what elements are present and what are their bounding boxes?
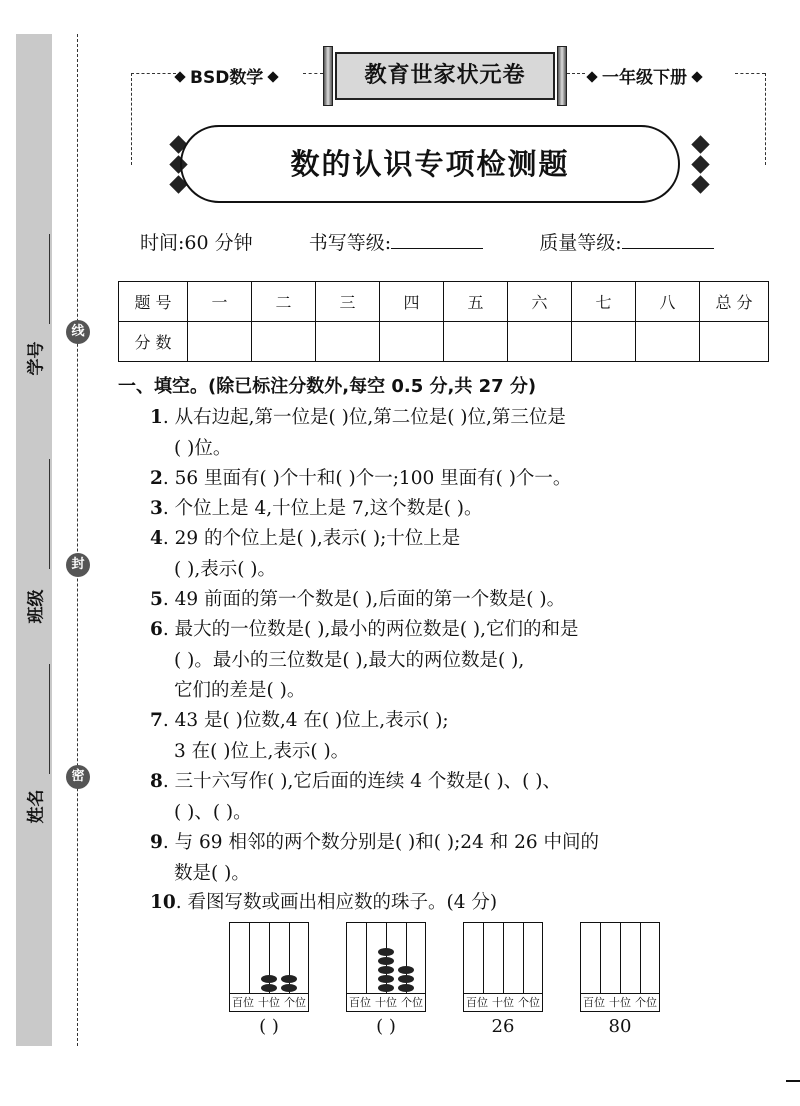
abacus-bead	[378, 948, 394, 956]
diamond-icon	[268, 71, 279, 82]
question-5	[150, 585, 775, 616]
question-text: . 与 69 相邻的两个数分别是( )和( );24 和 26 中间的	[162, 832, 600, 853]
section-title: 一、填空。(除已标注分数外,每空 0.5 分,共 27 分)	[118, 376, 537, 397]
question-text: . 49 前面的第一个数是( ),后面的第一个数是( )。	[162, 589, 566, 610]
score-cell[interactable]	[444, 322, 508, 362]
question-text: . 最大的一位数是( ),最小的两位数是( ),它们的和是	[162, 619, 579, 640]
question-1	[150, 403, 775, 464]
question-number: 9	[150, 832, 163, 853]
abacus-place-labels	[347, 993, 425, 1012]
scroll-rod-right	[557, 46, 567, 106]
subject-tag	[170, 63, 283, 88]
score-cell[interactable]	[572, 322, 636, 362]
place-label-ones: 个位	[635, 996, 657, 1009]
place-label-hundreds: 百位	[583, 996, 605, 1009]
question-number: 5	[150, 589, 163, 610]
question-text: . 看图写数或画出相应数的珠子。(4 分)	[175, 892, 498, 913]
abacus-place-labels	[464, 993, 542, 1012]
place-label-ones: 个位	[401, 996, 423, 1009]
question-text: . 个位上是 4,十位上是 7,这个数是( )。	[162, 498, 483, 519]
table-cell: 总 分	[700, 282, 769, 322]
table-header-row	[119, 282, 769, 322]
header-dash-right	[735, 73, 765, 74]
question-number: 4	[150, 528, 163, 549]
table-cell: 分 数	[119, 322, 188, 362]
grade-tag	[582, 63, 707, 88]
place-label-tens: 十位	[375, 996, 397, 1009]
place-label-tens: 十位	[258, 996, 280, 1009]
abacus-place-labels	[230, 993, 308, 1012]
table-cell: 七	[572, 282, 636, 322]
series-name: 教育世家状元卷	[335, 52, 555, 100]
abacus-2	[346, 922, 426, 1037]
writing-grade-label: 书写等级:	[308, 232, 392, 254]
score-cell[interactable]	[188, 322, 252, 362]
grade-tag-text: 一年级下册	[602, 68, 687, 88]
table-cell: 五	[444, 282, 508, 322]
abacus-bead	[378, 966, 394, 974]
table-cell: 题 号	[119, 282, 188, 322]
header-dash-right-vertical	[765, 73, 766, 165]
place-label-ones: 个位	[284, 996, 306, 1009]
abacus-frame[interactable]	[463, 922, 543, 1012]
header-dash-left-2	[303, 73, 323, 74]
question-number: 1	[150, 407, 163, 428]
abacus-frame[interactable]	[580, 922, 660, 1012]
abacus-place-labels	[581, 993, 659, 1012]
score-cell[interactable]	[380, 322, 444, 362]
abacus-4	[580, 922, 660, 1037]
header-dash-left-vertical	[131, 73, 132, 165]
class-line	[49, 459, 50, 569]
scroll-rod-left	[323, 46, 333, 106]
table-cell: 六	[508, 282, 572, 322]
diamond-icon	[691, 71, 702, 82]
abacus-rod-hundreds	[600, 923, 601, 993]
abacus-bead	[378, 975, 394, 983]
page-title: 数的认识专项检测题	[180, 125, 680, 203]
question-10	[150, 888, 775, 919]
name-line	[49, 664, 50, 774]
question-text: 数是( )。	[174, 862, 250, 884]
abacus-frame	[346, 922, 426, 1012]
seal-feng: 封	[66, 553, 90, 577]
question-number: 8	[150, 771, 163, 792]
abacus-answer[interactable]: ( )	[259, 1016, 279, 1037]
place-label-hundreds: 百位	[466, 996, 488, 1009]
question-text: . 29 的个位上是( ),表示( );十位上是	[162, 528, 461, 549]
question-text: ( )、( )。	[174, 801, 252, 823]
question-number: 2	[150, 468, 163, 489]
abacus-1	[229, 922, 309, 1037]
abacus-bead	[378, 984, 394, 992]
time-limit: 时间:60 分钟	[140, 232, 253, 254]
question-number: 10	[150, 892, 176, 913]
abacus-bead	[398, 984, 414, 992]
class-label: 班级	[26, 589, 47, 624]
abacus-bead	[261, 984, 277, 992]
place-label-ones: 个位	[518, 996, 540, 1009]
abacus-frame	[229, 922, 309, 1012]
page-corner-mark	[786, 1080, 800, 1082]
question-2	[150, 464, 775, 495]
score-cell[interactable]	[508, 322, 572, 362]
score-cell[interactable]	[316, 322, 380, 362]
table-cell: 二	[252, 282, 316, 322]
score-cell[interactable]	[252, 322, 316, 362]
question-number: 6	[150, 619, 163, 640]
table-cell: 四	[380, 282, 444, 322]
abacus-bead	[281, 984, 297, 992]
question-8	[150, 767, 775, 828]
abacus-rod-tens	[620, 923, 621, 993]
place-label-hundreds: 百位	[232, 996, 254, 1009]
abacus-rod-ones	[640, 923, 641, 993]
abacus-rod-ones	[523, 923, 524, 993]
abacus-3	[463, 922, 543, 1037]
student-id-line	[49, 234, 50, 324]
abacus-bead	[398, 975, 414, 983]
question-text: . 三十六写作( ),它后面的连续 4 个数是( )、( )、	[162, 771, 561, 792]
score-cell[interactable]	[700, 322, 769, 362]
abacus-rod-hundreds	[249, 923, 250, 993]
score-cell[interactable]	[636, 322, 700, 362]
question-text: 它们的差是( )。	[174, 680, 306, 701]
question-9	[150, 828, 775, 889]
diamond-icon	[174, 71, 185, 82]
student-id-label: 学号	[26, 341, 47, 376]
question-6	[150, 615, 775, 707]
question-text: 3 在( )位上,表示( )。	[174, 740, 350, 762]
writing-grade-field[interactable]	[391, 230, 483, 249]
place-label-tens: 十位	[492, 996, 514, 1009]
quality-grade-field[interactable]	[622, 230, 714, 249]
table-score-row	[119, 322, 769, 362]
question-text: ( )。最小的三位数是( ),最大的两位数是( ),	[174, 649, 525, 671]
diamond-stack-right	[694, 138, 707, 198]
abacus-bead	[261, 975, 277, 983]
place-label-hundreds: 百位	[349, 996, 371, 1009]
exam-info	[140, 228, 714, 255]
series-scroll	[323, 46, 567, 106]
table-cell: 一	[188, 282, 252, 322]
table-cell: 八	[636, 282, 700, 322]
seal-xian: 线	[66, 320, 90, 344]
abacus-rod-hundreds	[366, 923, 367, 993]
abacus-bead	[398, 966, 414, 974]
place-label-tens: 十位	[609, 996, 631, 1009]
question-text: . 从右边起,第一位是( )位,第二位是( )位,第三位是	[162, 407, 566, 428]
question-number: 3	[150, 498, 163, 519]
question-text: ( ),表示( )。	[174, 558, 277, 580]
abacus-bead	[378, 957, 394, 965]
score-table	[118, 281, 769, 362]
question-text: ( )位。	[174, 437, 232, 459]
diamond-icon	[586, 71, 597, 82]
binding-strip	[16, 34, 52, 1046]
quality-grade-label: 质量等级:	[539, 232, 622, 254]
name-label: 姓名	[26, 789, 47, 824]
question-text: . 43 是( )位数,4 在( )位上,表示( );	[162, 710, 449, 731]
question-4	[150, 524, 775, 585]
question-3	[150, 494, 775, 525]
abacus-bead	[281, 975, 297, 983]
table-cell: 三	[316, 282, 380, 322]
abacus-number: 26	[491, 1016, 515, 1037]
question-7	[150, 706, 775, 767]
binding-dash-line	[77, 34, 78, 1046]
abacus-answer[interactable]: ( )	[376, 1016, 396, 1037]
subject-tag-text: BSD数学	[190, 68, 264, 88]
seal-mi: 密	[66, 765, 90, 789]
abacus-number: 80	[608, 1016, 632, 1037]
question-number: 7	[150, 710, 163, 731]
question-text: . 56 里面有( )个十和( )个一;100 里面有( )个一。	[162, 468, 572, 489]
abacus-rod-hundreds	[483, 923, 484, 993]
abacus-rod-tens	[503, 923, 504, 993]
